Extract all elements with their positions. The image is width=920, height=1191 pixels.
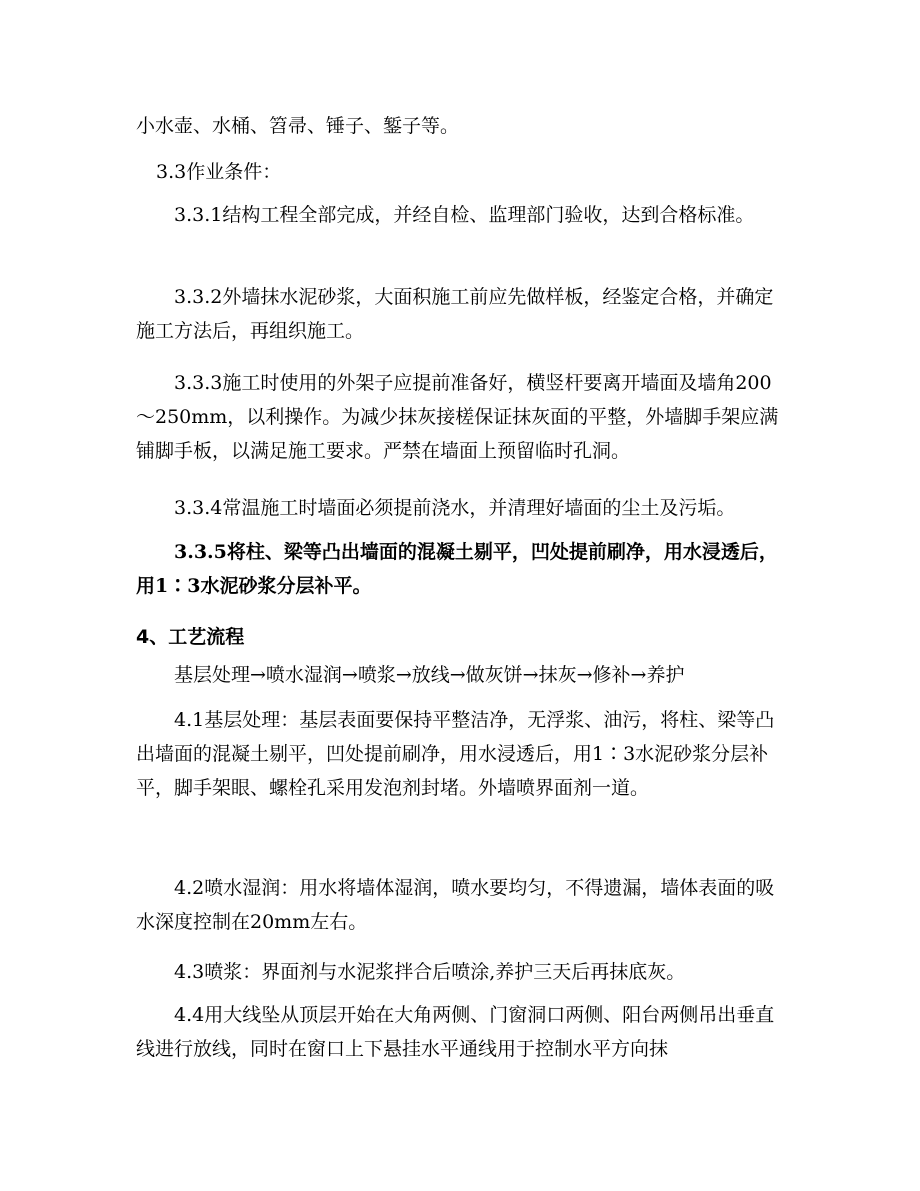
section-heading-3-3: 3.3作业条件：: [156, 161, 282, 183]
paragraph-4-4: 4.4用大线坠从顶层开始在大角两侧、门窗洞口两侧、阳台两侧吊出垂直线进行放线，同时在窗口上下悬挂水平通线用于控制水平方向抹: [136, 1004, 775, 1060]
process-flow-line: 基层处理→喷水湿润→喷浆→放线→做灰饼→抹灰→修补→养护: [174, 664, 685, 686]
paragraph-3-3-4: 3.3.4常温施工时墙面必须提前浇水，并清理好墙面的尘土及污垢。: [174, 497, 736, 519]
paragraph-3-3-5: 3.3.5将柱、梁等凸出墙面的混凝土剔平，凹处提前刷净，用水浸透后，用1∶3水泥砂浆分层补平。: [136, 541, 778, 597]
paragraph-3-3-3: 3.3.3施工时使用的外架子应提前准备好，横竖杆要离开墙面及墙角200～250mm，以利操作。为减少抹灰接槎保证抹灰面的平整，外墙脚手架应满铺脚手板，以满足施工要求。严禁在墙面上预留临时孔洞。: [136, 372, 779, 462]
paragraph-3-3-2: 3.3.2外墙抹水泥砂浆，大面积施工前应先做样板，经鉴定合格，并确定施工方法后，再组织施工。: [136, 286, 774, 342]
paragraph-4-1: 4.1基层处理：基层表面要保持平整洁净，无浮浆、油污，将柱、梁等凸出墙面的混凝土剔平，凹处提前刷净，用水浸透后，用1∶3水泥砂浆分层补平，脚手架眼、螺栓孔采用发泡剂封堵。外墙喷界面剂一道。: [136, 709, 775, 799]
section-heading-4: 4、工艺流程: [136, 626, 245, 648]
paragraph-4-2: 4.2喷水湿润：用水将墙体湿润，喷水要均匀，不得遗漏，墙体表面的吸水深度控制在20mm左右。: [136, 877, 775, 933]
paragraph-tools-list: 小水壶、水桶、笤帚、锤子、錾子等。: [136, 115, 460, 137]
paragraph-3-3-1: 3.3.1结构工程全部完成，并经自检、监理部门验收，达到合格标准。: [174, 204, 755, 226]
paragraph-4-3: 4.3喷浆：界面剂与水泥浆拌合后喷涂,养护三天后再抹底灰。: [174, 961, 686, 983]
